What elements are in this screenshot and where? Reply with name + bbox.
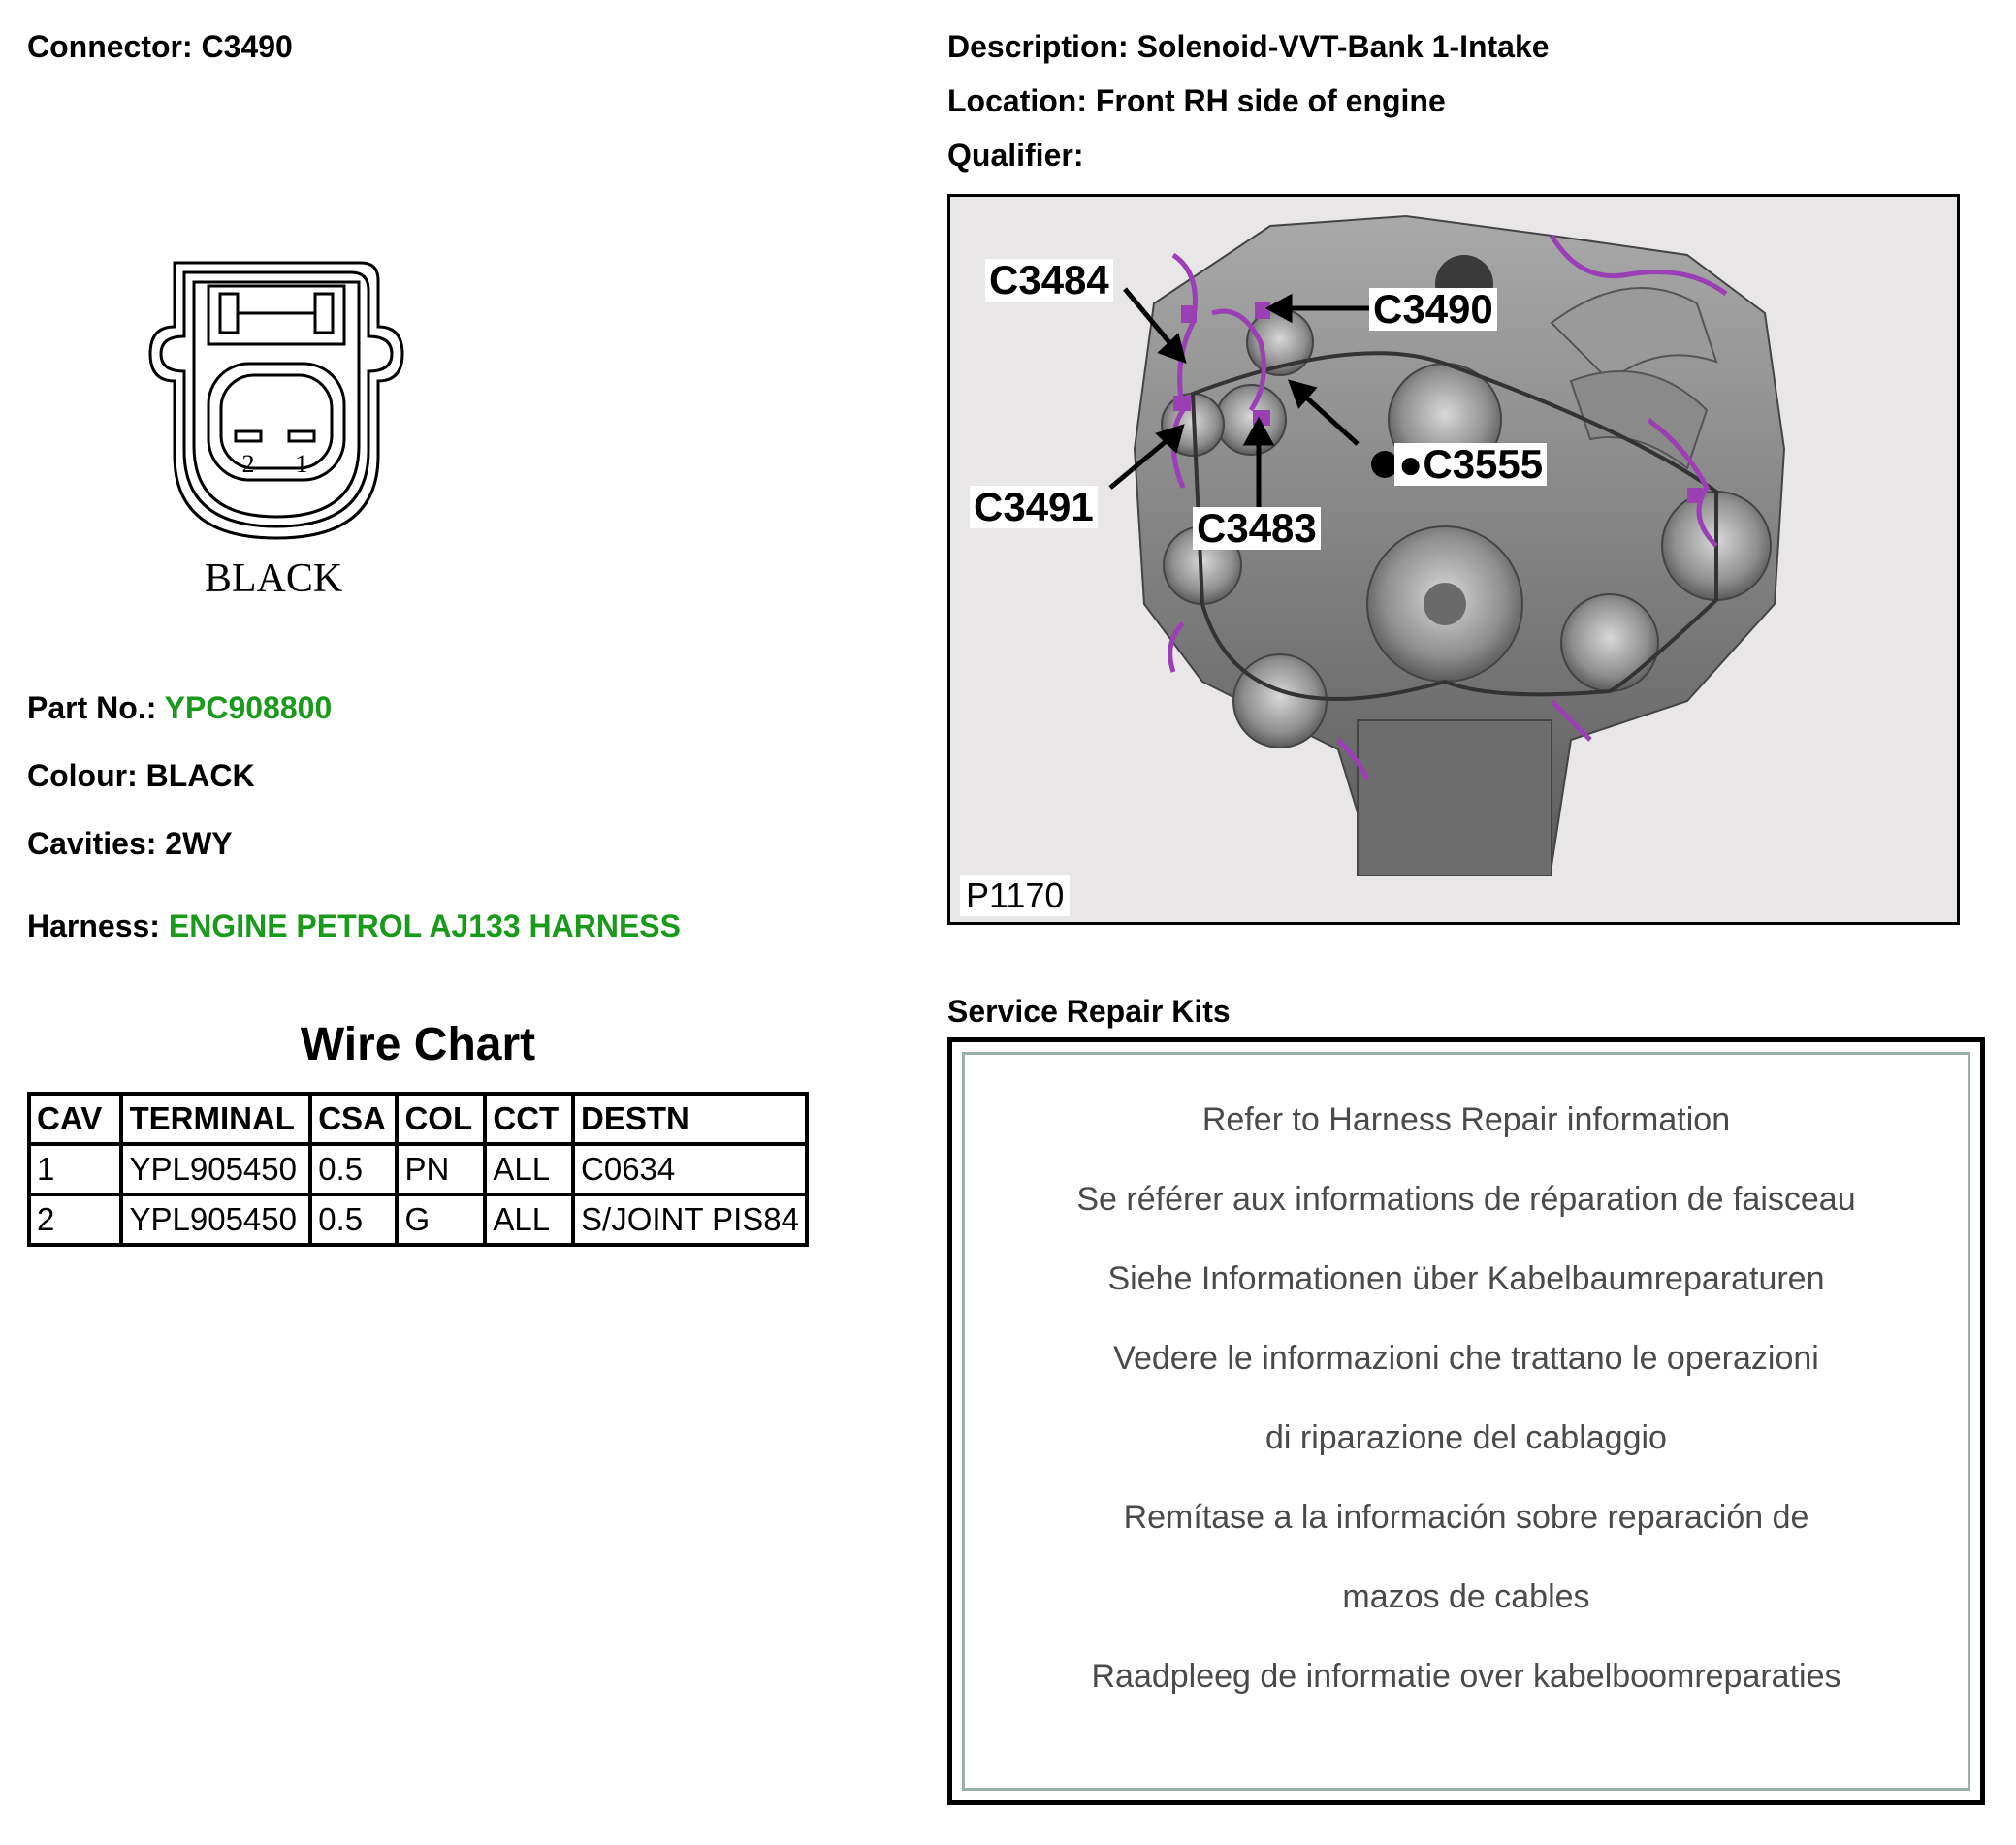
location-value: Front RH side of engine — [1095, 83, 1446, 118]
cavities-line — [27, 826, 233, 862]
header-csa: CSA — [310, 1094, 397, 1144]
part-no-label: Part No.: — [27, 690, 157, 725]
description-value: Solenoid-VVT-Bank 1-Intake — [1136, 29, 1550, 64]
cell-csa: 0.5 — [310, 1194, 397, 1245]
cell-terminal: YPL905450 — [121, 1194, 310, 1245]
harness-label: Harness: — [27, 908, 160, 943]
engine-location-photo — [947, 194, 1960, 925]
kit-line-en: Refer to Harness Repair information — [1201, 1101, 1731, 1138]
service-repair-kits-inner — [962, 1052, 1970, 1791]
cell-csa: 0.5 — [310, 1144, 397, 1194]
colour-line — [27, 758, 255, 794]
cavities-label: Cavities: — [27, 826, 157, 861]
cell-col: PN — [397, 1144, 485, 1194]
cell-cav: 2 — [29, 1194, 121, 1245]
harness-line — [27, 908, 681, 944]
wire-chart-header-row — [29, 1094, 807, 1144]
harness-value: ENGINE PETROL AJ133 HARNESS — [168, 908, 681, 943]
qualifier-line — [947, 138, 1083, 174]
callout-c3555: ●C3555 — [1394, 443, 1547, 486]
callout-c3490: C3490 — [1369, 288, 1497, 331]
callout-c3484: C3484 — [985, 259, 1113, 302]
header-destn: DESTN — [573, 1094, 807, 1144]
table-row — [29, 1194, 807, 1245]
cavities-value: 2WY — [165, 826, 233, 861]
header-cav: CAV — [29, 1094, 121, 1144]
header-col: COL — [397, 1094, 485, 1144]
location-label: Location: — [947, 83, 1087, 118]
connector-line — [27, 29, 293, 65]
kit-line-de: Siehe Informationen über Kabelbaumreparaturen — [1107, 1260, 1825, 1297]
service-kits-title: Service Repair Kits — [947, 994, 1231, 1029]
connector-face-diagram — [136, 247, 417, 616]
kit-line-fr: Se référer aux informations de réparation de faisceau — [1076, 1181, 1856, 1218]
description-label: Description: — [947, 29, 1129, 64]
cell-destn: C0634 — [573, 1144, 807, 1194]
pin-label-1: 1 — [295, 450, 308, 478]
header-cct: CCT — [485, 1094, 573, 1144]
cell-cct: ALL — [485, 1194, 573, 1245]
part-no-value: YPC908800 — [164, 690, 333, 725]
kit-line-es-2: mazos de cables — [1342, 1578, 1590, 1615]
cell-col: G — [397, 1194, 485, 1245]
qualifier-label: Qualifier: — [947, 138, 1084, 173]
callout-c3491: C3491 — [970, 486, 1098, 528]
part-no-line — [27, 690, 332, 726]
table-row — [29, 1144, 807, 1194]
cell-cct: ALL — [485, 1144, 573, 1194]
figure-label: P1170 — [960, 875, 1070, 916]
kit-line-nl: Raadpleeg de informatie over kabelboomreparaties — [1091, 1658, 1841, 1695]
wire-chart-table — [27, 1092, 809, 1247]
location-line — [947, 83, 1446, 119]
colour-value: BLACK — [145, 758, 255, 793]
header-terminal: TERMINAL — [121, 1094, 310, 1144]
pin-label-2: 2 — [241, 450, 255, 478]
cell-destn: S/JOINT PIS84 — [573, 1194, 807, 1245]
connector-color-label: BLACK — [204, 557, 343, 601]
colour-label: Colour: — [27, 758, 138, 793]
connector-value: C3490 — [201, 29, 293, 64]
kit-line-es-1: Remítase a la información sobre reparación de — [1123, 1499, 1809, 1536]
kit-line-it-1: Vedere le informazioni che trattano le operazioni — [1113, 1340, 1819, 1377]
cell-terminal: YPL905450 — [121, 1144, 310, 1194]
kit-line-it-2: di riparazione del cablaggio — [1265, 1419, 1667, 1456]
cell-cav: 1 — [29, 1144, 121, 1194]
wire-chart-title: Wire Chart — [300, 1019, 536, 1070]
callout-c3483: C3483 — [1193, 507, 1321, 550]
connector-label: Connector: — [27, 29, 193, 64]
service-repair-kits-box — [947, 1037, 1985, 1805]
description-line — [947, 29, 1550, 65]
